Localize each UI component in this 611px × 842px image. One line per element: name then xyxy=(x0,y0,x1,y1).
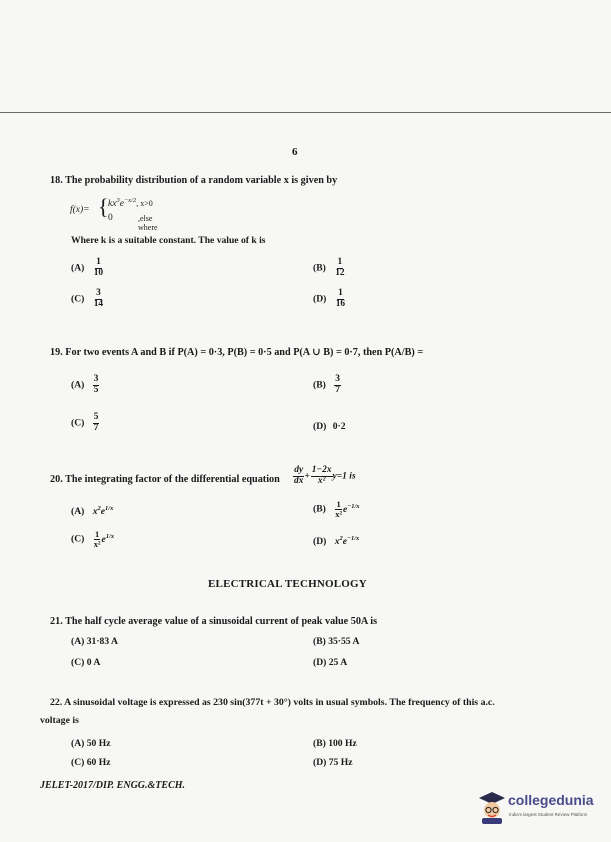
q21-option-a: (A) 31·83 A xyxy=(71,636,118,647)
q20-option-b: (B) $\frac{1}{\text{x²}}$ $e^{-1/x}$ xyxy=(313,499,360,519)
question-19: 19. For two events A and B if P(A) = 0·3, P(B) = 0·5 and P(A ∪ B) = 0·7, then P(A/B) = xyxy=(50,347,424,358)
question-20-text: The integrating factor of the differential equation xyxy=(65,474,280,485)
q21-option-c: (C) 0 A xyxy=(71,657,101,668)
question-21-text: The half cycle average value of a sinusoidal current of peak value 50A is xyxy=(65,616,378,627)
q18-option-a: (A) $\frac{1}{10}$ xyxy=(71,257,104,278)
q21-option-d: (D) 25 A xyxy=(313,657,348,668)
question-22-text: A sinusoidal voltage is expressed as 230 sin(377t + 30°) volts in usual symbols. The frequency of this a.c. xyxy=(64,697,495,708)
q19-option-a: (A) $\frac{3}{5}$ xyxy=(71,374,99,395)
graduate-icon xyxy=(478,790,506,824)
question-19-text: For two events A and B if P(A) = 0·3, P(B) = 0·5 and P(A ∪ B) = 0·7, then P(A/B) = xyxy=(65,347,424,358)
q18-option-d: (D) $\frac{1}{16}$ xyxy=(313,288,346,309)
q22-option-b: (B) 100 Hz xyxy=(313,738,357,749)
question-20: 20. The integrating factor of the differential equation xyxy=(50,474,280,485)
q19-option-b: (B) $\frac{3}{7}$ xyxy=(313,374,340,395)
question-18: 18. The probability distribution of a random variable x is given by xyxy=(50,175,338,186)
q20-option-b-expr: $e^{-1/x}$ xyxy=(343,502,360,515)
q22-option-a: (A) 50 Hz xyxy=(71,738,111,749)
q18-line2: Where k is a suitable constant. The value of k is xyxy=(71,235,266,246)
q18-option-b: (B) $\frac{1}{12}$ xyxy=(313,257,345,278)
q20-option-a-expr: $x^2e^{1/x}$ xyxy=(92,505,114,518)
left-brace: { xyxy=(98,194,109,219)
q20-equation: $\frac{dy}{dx}$ + $\frac{1-2x}{\text{x²}}$ y=1 is xyxy=(294,465,356,486)
question-18-text: The probability distribution of a random variable x is given by xyxy=(65,175,338,186)
collegedunia-logo[interactable]: collegedunia India's largest Student Review Platform xyxy=(478,790,608,830)
q20-option-a: (A) $x^2e^{1/x}$ xyxy=(71,505,114,518)
section-heading: ELECTRICAL TECHNOLOGY xyxy=(208,578,367,590)
q22-option-c: (C) 60 Hz xyxy=(71,757,111,768)
question-22: 22. A sinusoidal voltage is expressed as 230 sin(377t + 30°) volts in usual symbols. The frequency of this a.c. xyxy=(50,697,495,708)
q18-option-c: (C) $\frac{3}{14}$ xyxy=(71,288,104,309)
q20-option-c: (C) $\frac{1}{\text{x²}}$ $e^{1/x}$ xyxy=(71,529,115,549)
footer-code: JELET-2017/DIP. ENGG.&TECH. xyxy=(40,780,186,791)
question-21: 21. The half cycle average value of a sinusoidal current of peak value 50A is xyxy=(50,616,378,627)
q21-option-b: (B) 35·55 A xyxy=(313,636,360,647)
q19-option-c: (C) $\frac{5}{7}$ xyxy=(71,412,99,433)
q19-option-d: (D) 0·2 xyxy=(313,421,346,432)
q20-option-d-expr: $x^2e^{-1/x}$ xyxy=(334,535,360,548)
top-rule xyxy=(0,112,611,113)
q22-option-d: (D) 75 Hz xyxy=(313,757,353,768)
question-22-text2: voltage is xyxy=(40,715,79,726)
page-number: 6 xyxy=(292,146,298,158)
q20-option-c-expr: $e^{1/x}$ xyxy=(101,532,115,545)
q20-option-d: (D) $x^2e^{-1/x}$ xyxy=(313,535,360,548)
